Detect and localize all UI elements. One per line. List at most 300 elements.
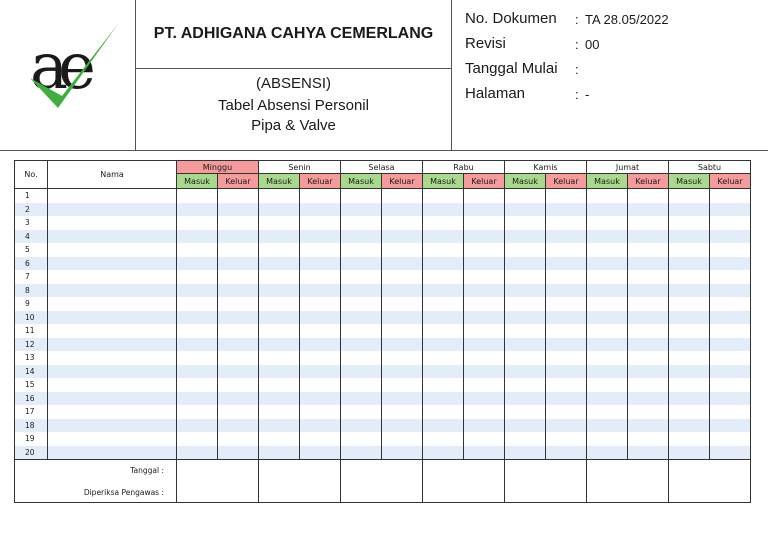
masuk-cell[interactable] — [505, 257, 546, 271]
keluar-cell[interactable] — [218, 378, 259, 392]
keluar-cell[interactable] — [300, 324, 341, 338]
masuk-cell[interactable] — [423, 216, 464, 230]
keluar-cell[interactable] — [710, 405, 751, 419]
nama-cell[interactable] — [48, 392, 177, 406]
masuk-cell[interactable] — [341, 257, 382, 271]
masuk-cell[interactable] — [259, 297, 300, 311]
keluar-cell[interactable] — [300, 378, 341, 392]
keluar-cell[interactable] — [464, 378, 505, 392]
masuk-cell[interactable] — [587, 324, 628, 338]
nama-cell[interactable] — [48, 365, 177, 379]
masuk-cell[interactable] — [423, 284, 464, 298]
masuk-cell[interactable] — [259, 351, 300, 365]
masuk-cell[interactable] — [177, 216, 218, 230]
keluar-cell[interactable] — [218, 216, 259, 230]
keluar-cell[interactable] — [382, 230, 423, 244]
masuk-cell[interactable] — [259, 311, 300, 325]
keluar-cell[interactable] — [382, 378, 423, 392]
keluar-cell[interactable] — [710, 203, 751, 217]
keluar-cell[interactable] — [546, 446, 587, 460]
masuk-cell[interactable] — [177, 230, 218, 244]
masuk-cell[interactable] — [505, 203, 546, 217]
keluar-cell[interactable] — [710, 270, 751, 284]
masuk-cell[interactable] — [587, 243, 628, 257]
masuk-cell[interactable] — [669, 446, 710, 460]
keluar-cell[interactable] — [218, 189, 259, 203]
keluar-cell[interactable] — [710, 446, 751, 460]
nama-cell[interactable] — [48, 311, 177, 325]
masuk-cell[interactable] — [177, 365, 218, 379]
masuk-cell[interactable] — [423, 338, 464, 352]
masuk-cell[interactable] — [587, 270, 628, 284]
masuk-cell[interactable] — [669, 230, 710, 244]
keluar-cell[interactable] — [300, 365, 341, 379]
keluar-cell[interactable] — [546, 311, 587, 325]
masuk-cell[interactable] — [505, 284, 546, 298]
masuk-cell[interactable] — [505, 324, 546, 338]
keluar-cell[interactable] — [382, 297, 423, 311]
keluar-cell[interactable] — [710, 230, 751, 244]
nama-cell[interactable] — [48, 284, 177, 298]
masuk-cell[interactable] — [423, 257, 464, 271]
masuk-cell[interactable] — [341, 365, 382, 379]
keluar-cell[interactable] — [464, 189, 505, 203]
masuk-cell[interactable] — [587, 230, 628, 244]
nama-cell[interactable] — [48, 351, 177, 365]
nama-cell[interactable] — [48, 324, 177, 338]
masuk-cell[interactable] — [587, 392, 628, 406]
masuk-cell[interactable] — [259, 405, 300, 419]
masuk-cell[interactable] — [423, 432, 464, 446]
keluar-cell[interactable] — [464, 446, 505, 460]
footer-day-cell[interactable] — [341, 460, 423, 503]
masuk-cell[interactable] — [423, 311, 464, 325]
keluar-cell[interactable] — [382, 351, 423, 365]
masuk-cell[interactable] — [341, 230, 382, 244]
keluar-cell[interactable] — [382, 284, 423, 298]
keluar-cell[interactable] — [382, 216, 423, 230]
nama-cell[interactable] — [48, 419, 177, 433]
keluar-cell[interactable] — [628, 243, 669, 257]
keluar-cell[interactable] — [382, 446, 423, 460]
keluar-cell[interactable] — [300, 189, 341, 203]
keluar-cell[interactable] — [710, 297, 751, 311]
keluar-cell[interactable] — [382, 311, 423, 325]
masuk-cell[interactable] — [587, 365, 628, 379]
masuk-cell[interactable] — [177, 405, 218, 419]
masuk-cell[interactable] — [341, 338, 382, 352]
keluar-cell[interactable] — [382, 338, 423, 352]
masuk-cell[interactable] — [587, 189, 628, 203]
keluar-cell[interactable] — [464, 351, 505, 365]
masuk-cell[interactable] — [423, 378, 464, 392]
masuk-cell[interactable] — [177, 203, 218, 217]
keluar-cell[interactable] — [628, 405, 669, 419]
keluar-cell[interactable] — [218, 203, 259, 217]
nama-cell[interactable] — [48, 243, 177, 257]
masuk-cell[interactable] — [669, 189, 710, 203]
keluar-cell[interactable] — [464, 216, 505, 230]
keluar-cell[interactable] — [218, 311, 259, 325]
masuk-cell[interactable] — [669, 297, 710, 311]
masuk-cell[interactable] — [505, 365, 546, 379]
keluar-cell[interactable] — [628, 257, 669, 271]
keluar-cell[interactable] — [546, 392, 587, 406]
keluar-cell[interactable] — [710, 189, 751, 203]
keluar-cell[interactable] — [546, 189, 587, 203]
masuk-cell[interactable] — [505, 446, 546, 460]
keluar-cell[interactable] — [710, 324, 751, 338]
keluar-cell[interactable] — [628, 297, 669, 311]
masuk-cell[interactable] — [341, 189, 382, 203]
keluar-cell[interactable] — [628, 311, 669, 325]
masuk-cell[interactable] — [505, 216, 546, 230]
masuk-cell[interactable] — [423, 230, 464, 244]
masuk-cell[interactable] — [587, 405, 628, 419]
keluar-cell[interactable] — [464, 324, 505, 338]
masuk-cell[interactable] — [505, 338, 546, 352]
keluar-cell[interactable] — [300, 432, 341, 446]
keluar-cell[interactable] — [300, 284, 341, 298]
keluar-cell[interactable] — [710, 311, 751, 325]
keluar-cell[interactable] — [546, 230, 587, 244]
keluar-cell[interactable] — [628, 351, 669, 365]
keluar-cell[interactable] — [628, 446, 669, 460]
keluar-cell[interactable] — [300, 270, 341, 284]
keluar-cell[interactable] — [546, 257, 587, 271]
keluar-cell[interactable] — [628, 230, 669, 244]
masuk-cell[interactable] — [669, 203, 710, 217]
masuk-cell[interactable] — [669, 311, 710, 325]
keluar-cell[interactable] — [710, 257, 751, 271]
keluar-cell[interactable] — [464, 257, 505, 271]
keluar-cell[interactable] — [300, 419, 341, 433]
keluar-cell[interactable] — [300, 405, 341, 419]
keluar-cell[interactable] — [300, 243, 341, 257]
keluar-cell[interactable] — [710, 378, 751, 392]
keluar-cell[interactable] — [546, 284, 587, 298]
keluar-cell[interactable] — [628, 392, 669, 406]
keluar-cell[interactable] — [300, 351, 341, 365]
masuk-cell[interactable] — [669, 392, 710, 406]
masuk-cell[interactable] — [505, 189, 546, 203]
keluar-cell[interactable] — [546, 324, 587, 338]
keluar-cell[interactable] — [300, 297, 341, 311]
masuk-cell[interactable] — [669, 405, 710, 419]
masuk-cell[interactable] — [259, 270, 300, 284]
masuk-cell[interactable] — [669, 378, 710, 392]
nama-cell[interactable] — [48, 297, 177, 311]
masuk-cell[interactable] — [259, 338, 300, 352]
masuk-cell[interactable] — [423, 419, 464, 433]
keluar-cell[interactable] — [710, 392, 751, 406]
keluar-cell[interactable] — [546, 351, 587, 365]
keluar-cell[interactable] — [300, 230, 341, 244]
keluar-cell[interactable] — [710, 351, 751, 365]
masuk-cell[interactable] — [587, 284, 628, 298]
masuk-cell[interactable] — [587, 297, 628, 311]
keluar-cell[interactable] — [218, 230, 259, 244]
masuk-cell[interactable] — [587, 446, 628, 460]
keluar-cell[interactable] — [300, 311, 341, 325]
masuk-cell[interactable] — [587, 311, 628, 325]
keluar-cell[interactable] — [710, 243, 751, 257]
masuk-cell[interactable] — [259, 432, 300, 446]
keluar-cell[interactable] — [382, 405, 423, 419]
keluar-cell[interactable] — [464, 203, 505, 217]
masuk-cell[interactable] — [587, 203, 628, 217]
masuk-cell[interactable] — [587, 432, 628, 446]
keluar-cell[interactable] — [546, 297, 587, 311]
masuk-cell[interactable] — [423, 392, 464, 406]
masuk-cell[interactable] — [259, 365, 300, 379]
nama-cell[interactable] — [48, 338, 177, 352]
keluar-cell[interactable] — [218, 257, 259, 271]
masuk-cell[interactable] — [341, 311, 382, 325]
keluar-cell[interactable] — [464, 365, 505, 379]
masuk-cell[interactable] — [505, 351, 546, 365]
masuk-cell[interactable] — [505, 432, 546, 446]
keluar-cell[interactable] — [628, 365, 669, 379]
footer-day-cell[interactable] — [177, 460, 259, 503]
masuk-cell[interactable] — [177, 338, 218, 352]
keluar-cell[interactable] — [218, 365, 259, 379]
masuk-cell[interactable] — [505, 230, 546, 244]
masuk-cell[interactable] — [423, 297, 464, 311]
keluar-cell[interactable] — [382, 392, 423, 406]
masuk-cell[interactable] — [259, 216, 300, 230]
keluar-cell[interactable] — [300, 257, 341, 271]
masuk-cell[interactable] — [669, 284, 710, 298]
keluar-cell[interactable] — [218, 297, 259, 311]
masuk-cell[interactable] — [587, 419, 628, 433]
masuk-cell[interactable] — [587, 351, 628, 365]
masuk-cell[interactable] — [259, 203, 300, 217]
nama-cell[interactable] — [48, 432, 177, 446]
masuk-cell[interactable] — [259, 230, 300, 244]
footer-day-cell[interactable] — [423, 460, 505, 503]
masuk-cell[interactable] — [341, 297, 382, 311]
keluar-cell[interactable] — [628, 284, 669, 298]
masuk-cell[interactable] — [423, 351, 464, 365]
keluar-cell[interactable] — [710, 432, 751, 446]
keluar-cell[interactable] — [218, 324, 259, 338]
nama-cell[interactable] — [48, 405, 177, 419]
masuk-cell[interactable] — [177, 297, 218, 311]
keluar-cell[interactable] — [464, 405, 505, 419]
keluar-cell[interactable] — [464, 230, 505, 244]
keluar-cell[interactable] — [382, 270, 423, 284]
masuk-cell[interactable] — [259, 243, 300, 257]
keluar-cell[interactable] — [218, 392, 259, 406]
nama-cell[interactable] — [48, 257, 177, 271]
masuk-cell[interactable] — [669, 324, 710, 338]
masuk-cell[interactable] — [505, 270, 546, 284]
keluar-cell[interactable] — [464, 419, 505, 433]
masuk-cell[interactable] — [423, 446, 464, 460]
masuk-cell[interactable] — [423, 365, 464, 379]
masuk-cell[interactable] — [177, 378, 218, 392]
masuk-cell[interactable] — [259, 419, 300, 433]
keluar-cell[interactable] — [628, 189, 669, 203]
masuk-cell[interactable] — [259, 392, 300, 406]
nama-cell[interactable] — [48, 270, 177, 284]
masuk-cell[interactable] — [341, 446, 382, 460]
keluar-cell[interactable] — [382, 365, 423, 379]
masuk-cell[interactable] — [341, 324, 382, 338]
masuk-cell[interactable] — [341, 378, 382, 392]
footer-day-cell[interactable] — [259, 460, 341, 503]
keluar-cell[interactable] — [464, 338, 505, 352]
masuk-cell[interactable] — [423, 243, 464, 257]
masuk-cell[interactable] — [669, 257, 710, 271]
keluar-cell[interactable] — [628, 270, 669, 284]
keluar-cell[interactable] — [300, 216, 341, 230]
masuk-cell[interactable] — [669, 432, 710, 446]
masuk-cell[interactable] — [259, 446, 300, 460]
keluar-cell[interactable] — [464, 270, 505, 284]
masuk-cell[interactable] — [259, 189, 300, 203]
masuk-cell[interactable] — [341, 243, 382, 257]
masuk-cell[interactable] — [259, 257, 300, 271]
masuk-cell[interactable] — [177, 257, 218, 271]
keluar-cell[interactable] — [300, 338, 341, 352]
masuk-cell[interactable] — [341, 216, 382, 230]
keluar-cell[interactable] — [464, 432, 505, 446]
masuk-cell[interactable] — [259, 284, 300, 298]
masuk-cell[interactable] — [423, 405, 464, 419]
keluar-cell[interactable] — [218, 432, 259, 446]
nama-cell[interactable] — [48, 203, 177, 217]
keluar-cell[interactable] — [546, 203, 587, 217]
keluar-cell[interactable] — [710, 284, 751, 298]
masuk-cell[interactable] — [505, 378, 546, 392]
masuk-cell[interactable] — [341, 270, 382, 284]
masuk-cell[interactable] — [177, 324, 218, 338]
keluar-cell[interactable] — [218, 446, 259, 460]
keluar-cell[interactable] — [546, 405, 587, 419]
keluar-cell[interactable] — [218, 284, 259, 298]
keluar-cell[interactable] — [546, 419, 587, 433]
nama-cell[interactable] — [48, 446, 177, 460]
masuk-cell[interactable] — [505, 405, 546, 419]
masuk-cell[interactable] — [177, 419, 218, 433]
nama-cell[interactable] — [48, 378, 177, 392]
footer-day-cell[interactable] — [505, 460, 587, 503]
keluar-cell[interactable] — [464, 311, 505, 325]
masuk-cell[interactable] — [423, 189, 464, 203]
masuk-cell[interactable] — [341, 405, 382, 419]
masuk-cell[interactable] — [177, 189, 218, 203]
keluar-cell[interactable] — [628, 432, 669, 446]
keluar-cell[interactable] — [464, 297, 505, 311]
keluar-cell[interactable] — [300, 392, 341, 406]
keluar-cell[interactable] — [218, 351, 259, 365]
keluar-cell[interactable] — [710, 419, 751, 433]
keluar-cell[interactable] — [546, 378, 587, 392]
nama-cell[interactable] — [48, 230, 177, 244]
masuk-cell[interactable] — [505, 297, 546, 311]
keluar-cell[interactable] — [218, 338, 259, 352]
masuk-cell[interactable] — [669, 243, 710, 257]
keluar-cell[interactable] — [382, 257, 423, 271]
masuk-cell[interactable] — [259, 324, 300, 338]
keluar-cell[interactable] — [546, 243, 587, 257]
footer-day-cell[interactable] — [587, 460, 669, 503]
keluar-cell[interactable] — [710, 365, 751, 379]
masuk-cell[interactable] — [587, 257, 628, 271]
masuk-cell[interactable] — [259, 378, 300, 392]
masuk-cell[interactable] — [587, 338, 628, 352]
nama-cell[interactable] — [48, 189, 177, 203]
nama-cell[interactable] — [48, 216, 177, 230]
keluar-cell[interactable] — [218, 243, 259, 257]
masuk-cell[interactable] — [177, 284, 218, 298]
keluar-cell[interactable] — [382, 189, 423, 203]
masuk-cell[interactable] — [177, 243, 218, 257]
masuk-cell[interactable] — [669, 351, 710, 365]
masuk-cell[interactable] — [669, 338, 710, 352]
keluar-cell[interactable] — [464, 392, 505, 406]
masuk-cell[interactable] — [423, 324, 464, 338]
masuk-cell[interactable] — [341, 284, 382, 298]
keluar-cell[interactable] — [546, 338, 587, 352]
keluar-cell[interactable] — [628, 203, 669, 217]
keluar-cell[interactable] — [300, 446, 341, 460]
keluar-cell[interactable] — [628, 378, 669, 392]
keluar-cell[interactable] — [382, 243, 423, 257]
keluar-cell[interactable] — [710, 338, 751, 352]
keluar-cell[interactable] — [546, 270, 587, 284]
keluar-cell[interactable] — [628, 419, 669, 433]
masuk-cell[interactable] — [341, 419, 382, 433]
keluar-cell[interactable] — [628, 216, 669, 230]
masuk-cell[interactable] — [423, 203, 464, 217]
keluar-cell[interactable] — [382, 419, 423, 433]
masuk-cell[interactable] — [505, 392, 546, 406]
keluar-cell[interactable] — [546, 216, 587, 230]
masuk-cell[interactable] — [177, 446, 218, 460]
masuk-cell[interactable] — [177, 311, 218, 325]
keluar-cell[interactable] — [382, 203, 423, 217]
masuk-cell[interactable] — [587, 216, 628, 230]
masuk-cell[interactable] — [505, 311, 546, 325]
keluar-cell[interactable] — [218, 405, 259, 419]
masuk-cell[interactable] — [587, 378, 628, 392]
keluar-cell[interactable] — [464, 243, 505, 257]
keluar-cell[interactable] — [546, 432, 587, 446]
keluar-cell[interactable] — [546, 365, 587, 379]
footer-day-cell[interactable] — [669, 460, 751, 503]
masuk-cell[interactable] — [341, 351, 382, 365]
masuk-cell[interactable] — [505, 419, 546, 433]
masuk-cell[interactable] — [177, 432, 218, 446]
masuk-cell[interactable] — [177, 392, 218, 406]
keluar-cell[interactable] — [628, 324, 669, 338]
masuk-cell[interactable] — [341, 432, 382, 446]
masuk-cell[interactable] — [669, 419, 710, 433]
masuk-cell[interactable] — [669, 270, 710, 284]
masuk-cell[interactable] — [505, 243, 546, 257]
masuk-cell[interactable] — [669, 365, 710, 379]
keluar-cell[interactable] — [628, 338, 669, 352]
masuk-cell[interactable] — [177, 351, 218, 365]
keluar-cell[interactable] — [382, 324, 423, 338]
keluar-cell[interactable] — [464, 284, 505, 298]
masuk-cell[interactable] — [341, 203, 382, 217]
keluar-cell[interactable] — [218, 270, 259, 284]
keluar-cell[interactable] — [382, 432, 423, 446]
